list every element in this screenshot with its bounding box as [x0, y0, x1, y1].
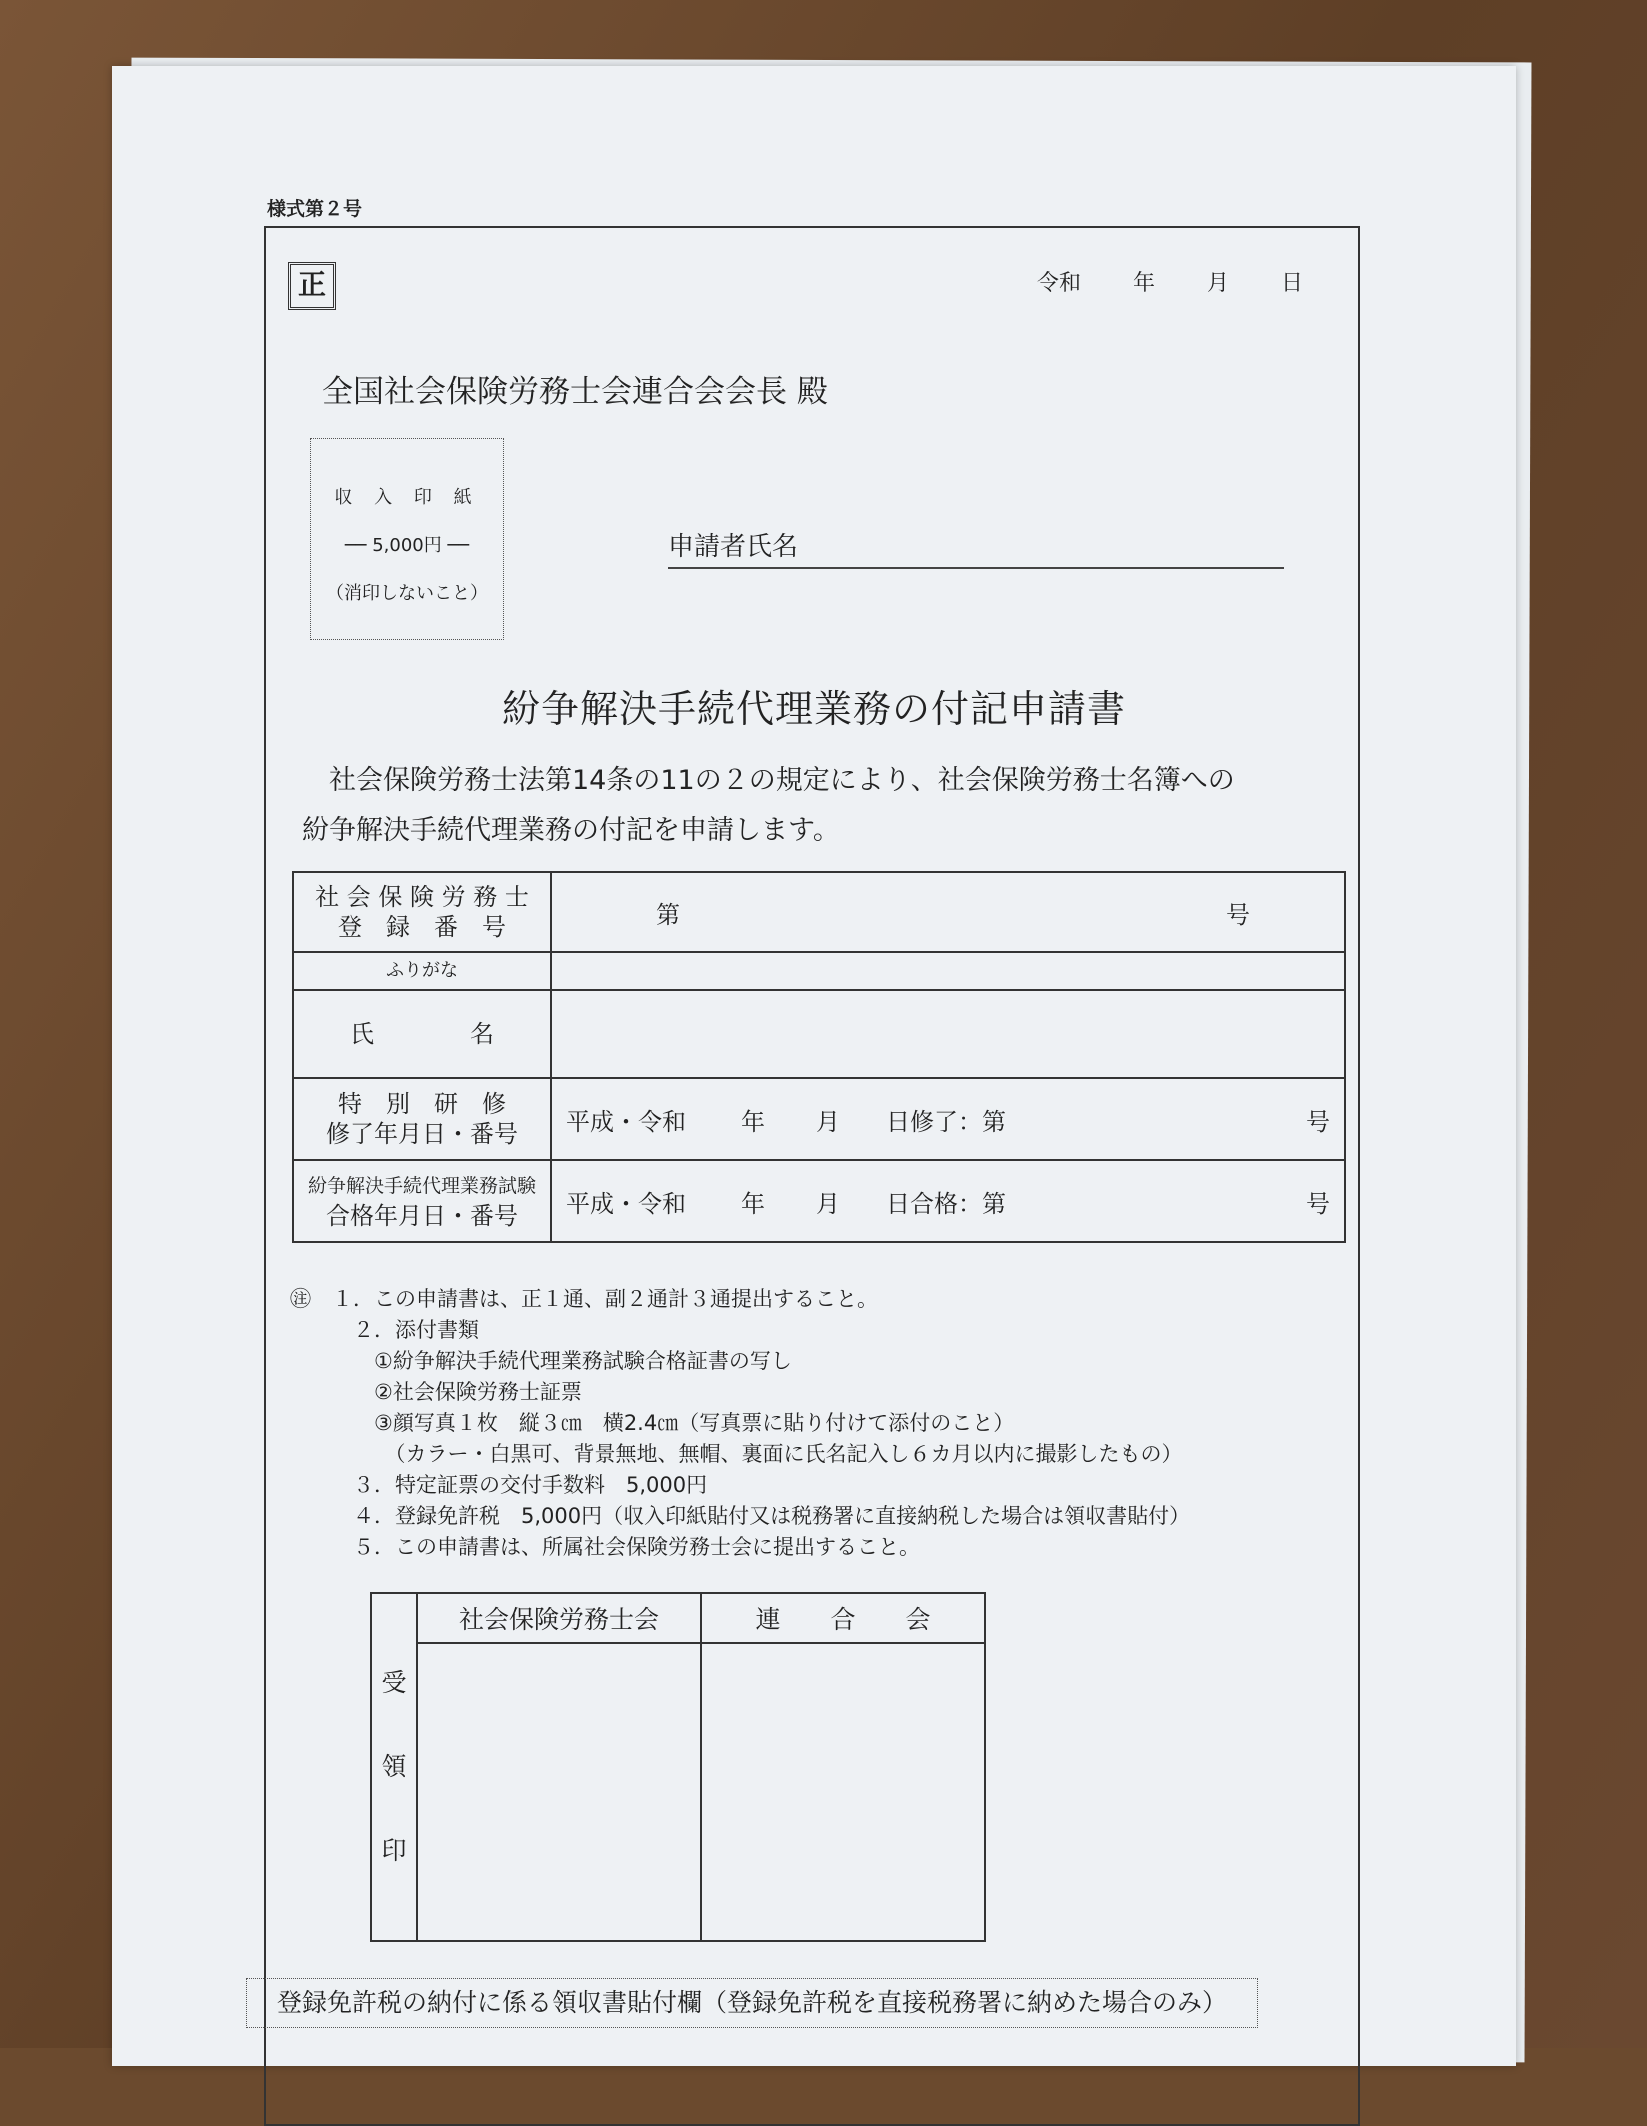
furigana-field[interactable] — [551, 952, 1345, 990]
note-line: ５．この申請書は、所属社会保険労務士会に提出すること。 — [290, 1535, 920, 1559]
exam-label-line2: 合格年月日・番号 — [326, 1202, 518, 1230]
note-line: ㊟ １．この申請書は、正１通、副２通計３通提出すること。 — [290, 1287, 878, 1311]
name-label: 氏 名 — [293, 990, 551, 1078]
stamp-label: 収 入 印 紙 — [334, 487, 480, 508]
training-era: 平成・令和 — [566, 1107, 686, 1136]
side-label-char: 領 — [381, 1752, 407, 1781]
date-line — [1037, 266, 1303, 297]
training-go: 号 — [1306, 1107, 1330, 1136]
exam-day: 日合格：第 — [886, 1189, 1006, 1218]
date-month: 月 — [1207, 271, 1230, 296]
training-year: 年 — [741, 1107, 765, 1136]
stamp-amount: ── 5,000円 ── — [344, 535, 470, 556]
receipt-stamp-table — [370, 1592, 986, 1942]
applicant-name-line[interactable] — [668, 526, 1284, 569]
exam-month: 月 — [816, 1189, 840, 1218]
tax-receipt-attachment-area[interactable]: 登録免許税の納付に係る領収書貼付欄（登録免許税を直接税務署に納めた場合のみ） — [246, 1978, 1258, 2028]
applicant-info-table — [292, 871, 1346, 1243]
training-completion-field[interactable] — [551, 1078, 1345, 1160]
registration-label — [293, 872, 551, 952]
note-line: ③顔写真１枚 縦３㎝ 横2.4㎝（写真票に貼り付けて添付のこと） — [290, 1411, 1015, 1435]
registration-dai: 第 — [656, 900, 680, 929]
side-label-char: 受 — [381, 1668, 407, 1697]
date-era: 令和 — [1037, 271, 1082, 296]
applicant-name-label: 申請者氏名 — [668, 532, 799, 562]
table-row-furigana — [293, 952, 1345, 990]
note-line: ４．登録免許税 5,000円（収入印紙貼付又は税務署に直接納税した場合は領収書貼付） — [290, 1504, 1191, 1528]
revenue-stamp-box — [310, 438, 504, 640]
exam-pass-field[interactable] — [551, 1160, 1345, 1242]
note-line: ②社会保険労務士証票 — [290, 1380, 582, 1404]
registration-number-field[interactable] — [551, 872, 1345, 952]
receipt-stamp-side-label — [371, 1593, 417, 1941]
date-year: 年 — [1133, 271, 1156, 296]
stamp-note: （消印しないこと） — [326, 583, 488, 604]
statement-line-2: 紛争解決手続代理業務の付記を申請します。 — [302, 815, 840, 846]
note-line: ３．特定証票の交付手数料 5,000円 — [290, 1473, 708, 1497]
table-row-name — [293, 990, 1345, 1078]
statement-line-1: 社会保険労務士法第14条の11の２の規定により、社会保険労務士名簿への — [302, 765, 1235, 796]
table-row-training — [293, 1078, 1345, 1160]
registration-label-line1: 社 会 保 険 労 務 士 — [315, 883, 529, 911]
addressee: 全国社会保険労務士会連合会会長 殿 — [322, 374, 828, 410]
exam-label-line1: 紛争解決手続代理業務試験 — [308, 1175, 537, 1197]
training-label-line2: 修了年月日・番号 — [326, 1120, 518, 1148]
receipt-col-federation: 連 合 会 — [701, 1593, 985, 1643]
note-line: ２．添付書類 — [290, 1318, 479, 1342]
table-row-exam — [293, 1160, 1345, 1242]
registration-label-line2: 登 録 番 号 — [338, 913, 506, 941]
side-label-char: 印 — [381, 1836, 407, 1865]
note-line: （カラー・白黒可、背景無地、無帽、裏面に氏名記入し６カ月以内に撮影したもの） — [290, 1442, 1183, 1466]
training-label — [293, 1078, 551, 1160]
form-title: 紛争解決手続代理業務の付記申請書 — [501, 687, 1126, 731]
receipt-col-sr-association: 社会保険労務士会 — [417, 1593, 701, 1643]
exam-era: 平成・令和 — [566, 1189, 686, 1218]
note-line: ①紛争解決手続代理業務試験合格証書の写し — [290, 1349, 792, 1373]
registration-go: 号 — [1226, 900, 1250, 929]
original-copy-mark: 正 — [288, 262, 336, 310]
notes-section — [290, 1284, 1340, 1563]
training-label-line1: 特 別 研 修 — [338, 1090, 506, 1118]
training-day: 日修了：第 — [886, 1107, 1006, 1136]
exam-label — [293, 1160, 551, 1242]
exam-go: 号 — [1306, 1189, 1330, 1218]
receipt-stamp-area-association[interactable] — [417, 1643, 701, 1941]
training-month: 月 — [816, 1107, 840, 1136]
name-field[interactable] — [551, 990, 1345, 1078]
furigana-label: ふりがな — [293, 952, 551, 990]
receipt-stamp-area-federation[interactable] — [701, 1643, 985, 1941]
form-number: 様式第２号 — [267, 198, 363, 220]
application-form-sheet — [112, 66, 1516, 2066]
exam-year: 年 — [741, 1189, 765, 1218]
table-row-registration — [293, 872, 1345, 952]
date-day: 日 — [1281, 271, 1304, 296]
application-statement — [302, 756, 1332, 856]
